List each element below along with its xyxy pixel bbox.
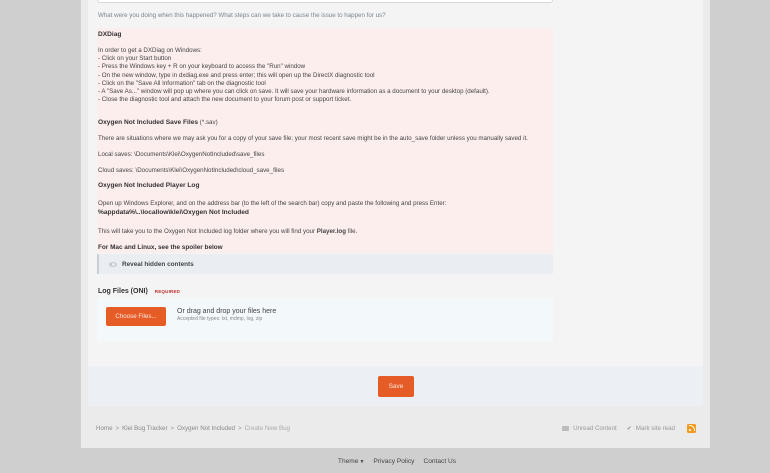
dxdiag-step: - Close the diagnostic tool and attach the new document to your forum post or support ticket. — [98, 96, 352, 104]
required-badge: REQUIRED — [154, 289, 181, 294]
player-log-path: %appdata%\..\locallow\klei\Oxygen Not Included — [98, 209, 249, 216]
contact-us-link[interactable]: Contact Us — [423, 458, 457, 465]
choose-files-button[interactable]: Choose Files... — [106, 307, 166, 326]
dxdiag-steps — [98, 47, 552, 104]
player-log-heading: Oxygen Not Included Player Log — [98, 182, 200, 189]
breadcrumb-home[interactable]: Home — [96, 425, 113, 432]
breadcrumb-separator: > — [237, 425, 242, 432]
save-heading-text: Oxygen Not Included Save Files — [98, 119, 199, 126]
theme-label: Theme — [337, 458, 359, 465]
bug-form — [88, 0, 703, 406]
save-files-text: There are situations where we may ask you for a copy of your save file; your most recent save might be in the auto_save folder unless you manually saved it. — [98, 135, 528, 142]
drop-zone-text — [177, 308, 276, 322]
check-icon: ✔ — [626, 426, 632, 432]
breadcrumb — [96, 425, 290, 432]
spoiler-label: Reveal hidden contents — [122, 260, 194, 268]
log-files-title: Log Files (ONI) — [98, 288, 148, 295]
mark-site-read-link[interactable] — [627, 425, 675, 432]
breadcrumb-current: Create New Bug — [244, 425, 290, 432]
save-heading-suffix: (*.sav) — [198, 119, 218, 126]
caret-down-icon: ▼ — [359, 459, 365, 465]
instructions-box — [97, 28, 553, 253]
player-log-folder-text — [98, 228, 552, 236]
local-saves-path: Local saves: \Documents\Klei\OxygenNotIncluded\save_files — [98, 151, 265, 158]
log-folder-post: file. — [345, 228, 358, 235]
accepted-file-types: Accepted file types: txt, mdmp, log, zip — [177, 316, 263, 322]
rss-icon[interactable] — [687, 424, 696, 433]
footer-links — [0, 458, 770, 465]
dxdiag-step: - On the new window, type in dxdiag.exe and press enter; this will open up the DirectX diagnostic tool — [98, 71, 375, 79]
breadcrumb-separator: > — [115, 425, 120, 432]
page-container — [81, 0, 710, 448]
dxdiag-heading: DXDiag — [98, 31, 122, 38]
cloud-saves-path: Cloud saves: \Documents\Klei\OxygenNotIncluded\cloud_save_files — [98, 167, 285, 174]
file-upload-area[interactable] — [97, 298, 553, 341]
log-files-label — [98, 288, 180, 295]
site-links — [562, 424, 696, 433]
form-actions — [88, 366, 703, 406]
field-hint: What were you doing when this happened? What steps can we take to cause the issue to happen for us? — [98, 12, 386, 19]
privacy-policy-link[interactable]: Privacy Policy — [373, 458, 415, 465]
description-editor[interactable] — [97, 0, 553, 3]
dxdiag-intro: In order to get a DXDiag on Windows: — [98, 47, 202, 54]
breadcrumb-bug-tracker[interactable]: Klei Bug Tracker — [122, 425, 168, 432]
unread-content-link[interactable] — [562, 425, 617, 432]
drop-instruction: Or drag and drop your files here — [177, 308, 277, 315]
breadcrumb-separator: > — [170, 425, 175, 432]
save-button[interactable]: Save — [378, 376, 414, 397]
log-folder-pre: This will take you to the Oxygen Not Included log folder where you will find your — [98, 228, 317, 235]
unread-content-label: Unread Content — [573, 425, 617, 432]
player-log-text: Open up Windows Explorer, and on the address bar (to the left of the search bar) copy and paste the following and press Enter: — [98, 200, 447, 207]
save-files-heading — [98, 119, 552, 127]
newspaper-icon — [562, 426, 569, 431]
breadcrumb-oni[interactable]: Oxygen Not Included — [177, 425, 235, 432]
mac-linux-note: For Mac and Linux, see the spoiler below — [98, 244, 223, 251]
mark-site-read-label: Mark site read — [635, 425, 675, 432]
dxdiag-step: - Press the Windows key + R on your keyboard to access the "Run" window — [98, 63, 306, 71]
spoiler-toggle[interactable] — [97, 254, 553, 274]
eye-icon — [109, 262, 117, 267]
dxdiag-step: - Click on your Start button — [98, 55, 172, 63]
theme-menu[interactable] — [338, 458, 364, 465]
dxdiag-step: - Click on the "Save All Information" tab on the diagnostic tool — [98, 79, 266, 87]
dxdiag-step: - A "Save As..." window will pop up where you can click on save. It will save your hardware information as a document to your desktop (default). — [98, 88, 490, 96]
log-folder-file: Player.log — [316, 228, 346, 235]
